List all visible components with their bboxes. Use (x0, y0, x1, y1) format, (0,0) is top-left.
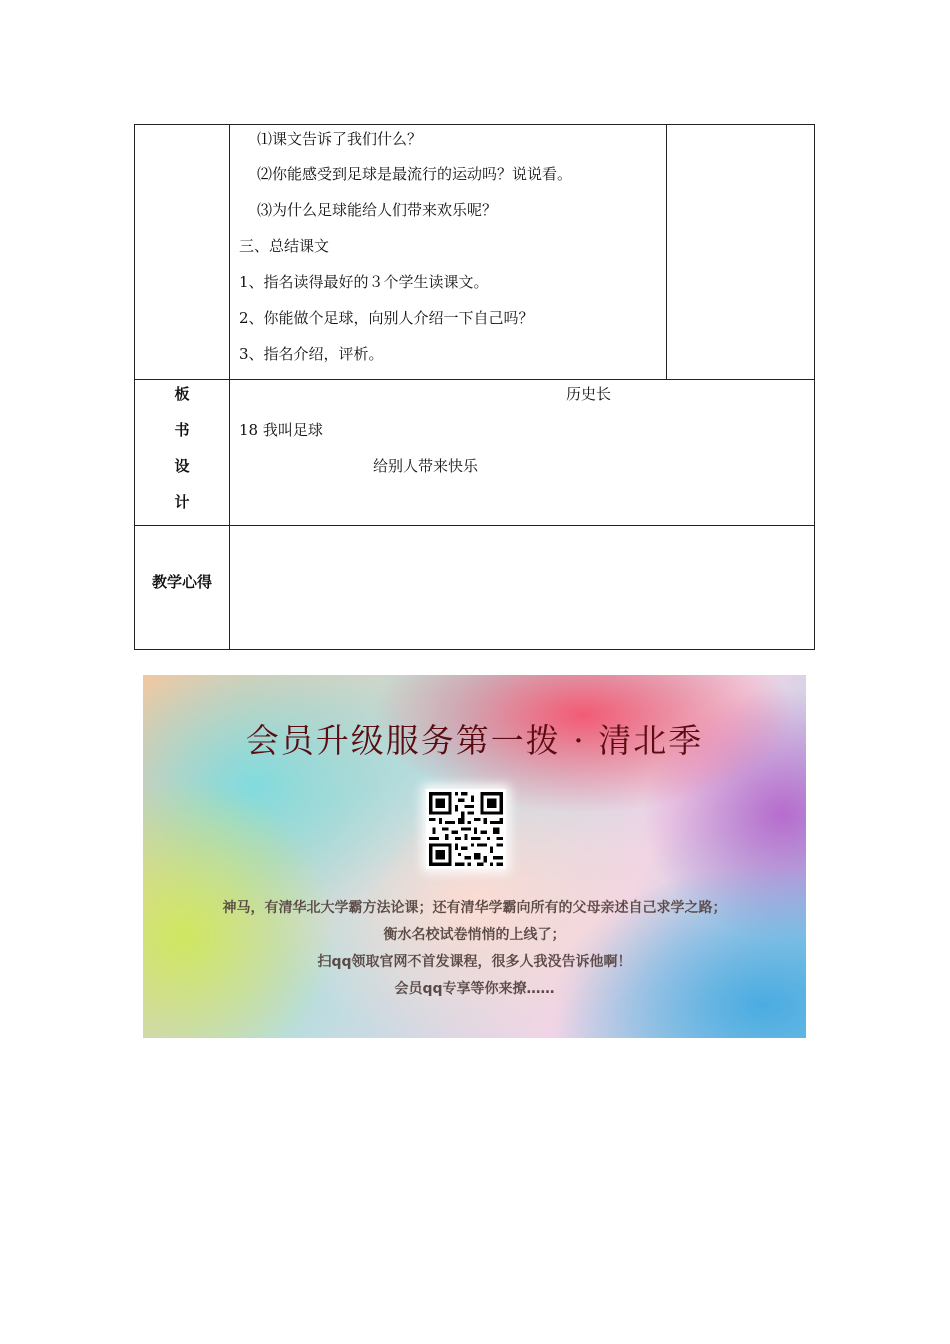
board-bottom-line: 给别人带来快乐 (373, 457, 479, 475)
promo-line: 扫qq领取官网不首发课程，很多人我没告诉他啊！ (317, 954, 632, 970)
column-divider (229, 125, 230, 379)
board-title-line: 18 我叫足球 (239, 421, 323, 439)
promo-text (143, 895, 806, 1003)
summary-step-2: 2、你能做个足球，向别人介绍一下自己吗？ (239, 309, 534, 327)
promo-line: 神马，有清华北大学霸方法论课；还有清华学霸向所有的父母亲述自己求学之路； (222, 900, 727, 916)
promo-banner (143, 675, 806, 1038)
qr-code-icon[interactable] (426, 789, 506, 869)
board-label-char: 设 (174, 457, 190, 475)
lesson-plan-table (134, 124, 815, 650)
promo-line: 衡水名校试卷悄悄的上线了； (383, 927, 566, 943)
summary-step-1: 1、指名读得最好的３个学生读课文。 (239, 273, 489, 291)
question-2: ⑵你能感受到足球是最流行的运动吗？说说看。 (257, 165, 573, 183)
board-label-char: 计 (174, 493, 190, 511)
summary-step-3: 3、指名介绍，评析。 (239, 345, 384, 363)
teaching-reflection-row (135, 525, 814, 649)
column-divider (229, 380, 230, 525)
board-design-label (135, 380, 229, 525)
board-design-row (135, 379, 814, 525)
board-label-char: 板 (174, 385, 190, 403)
teaching-process-row (135, 125, 814, 379)
reflection-label: 教学心得 (151, 573, 212, 591)
column-divider (229, 526, 230, 649)
promo-title: 会员升级服务第一拨 · 清北季 (245, 721, 704, 760)
promo-line: 会员qq专享等你来撩…… (394, 981, 555, 997)
board-label-char: 书 (174, 421, 190, 439)
reflection-label-cell (135, 526, 229, 649)
question-1: ⑴课文告诉了我们什么？ (257, 130, 423, 148)
question-3: ⑶为什么足球能给人们带来欢乐呢？ (257, 201, 498, 219)
board-top-line: 历史长 (566, 385, 612, 403)
column-divider (666, 125, 667, 379)
section-heading: 三、总结课文 (239, 237, 330, 255)
